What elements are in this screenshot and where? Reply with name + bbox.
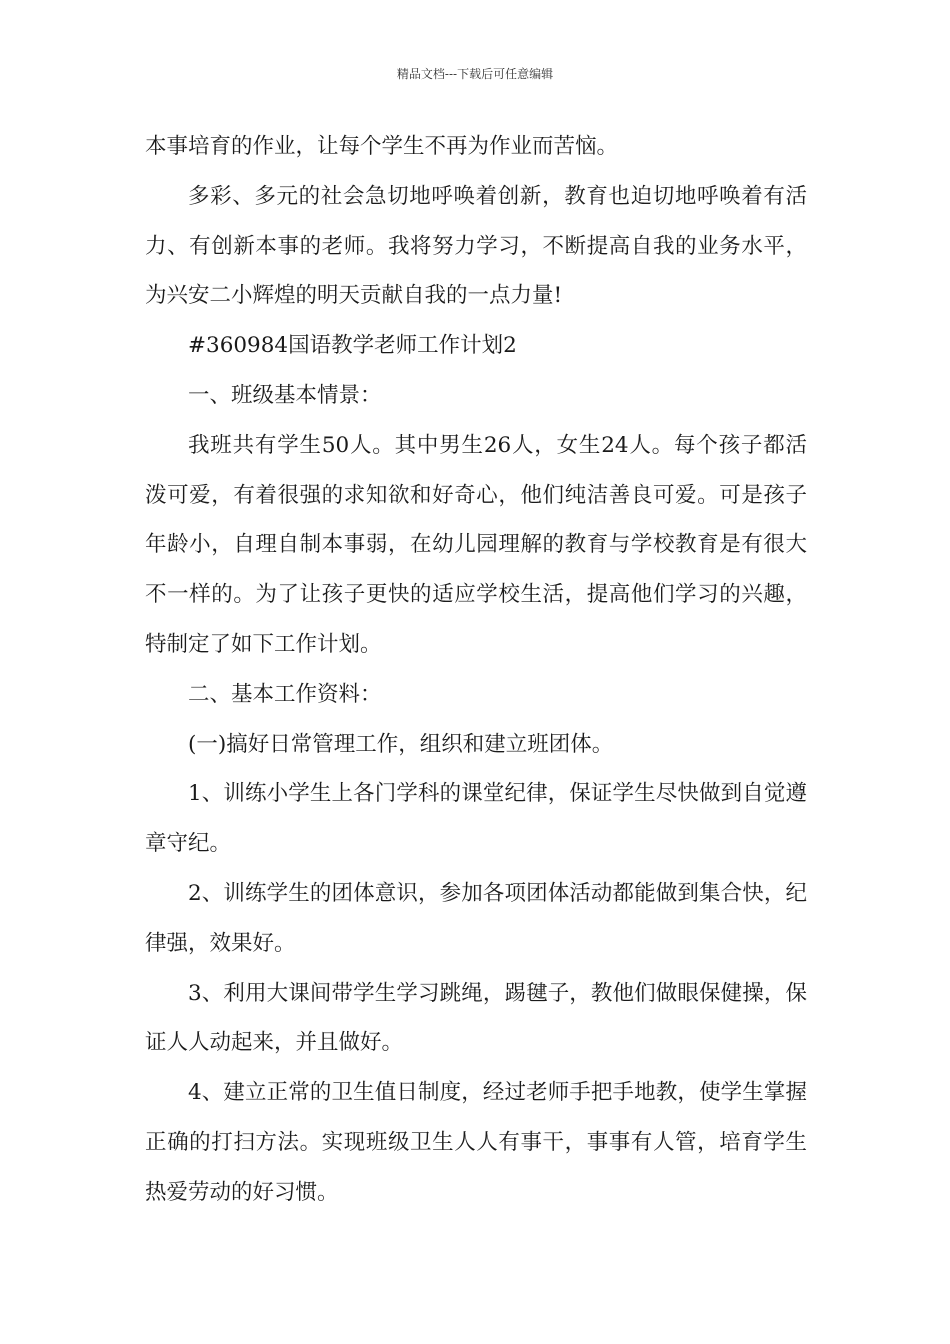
list-item-2: 2、训练学生的团体意识，参加各项团体活动都能做到集合快，纪律强，效果好。 [145, 880, 807, 956]
list-item-1: 1、训练小学生上各门学科的课堂纪律，保证学生尽快做到自觉遵章守纪。 [145, 781, 807, 857]
paragraph-1: 本事培育的作业，让每个学生不再为作业而苦恼。 [145, 134, 619, 159]
list-item-3: 3、利用大课间带学生学习跳绳，踢毽子，教他们做眼保健操，保证人人动起来，并且做好。 [145, 980, 807, 1056]
heading-work-content: 二、基本工作资料： [188, 681, 382, 707]
subheading-daily-management: (一)搞好日常管理工作，组织和建立班团体。 [188, 731, 614, 757]
document-body [145, 122, 807, 1218]
section-title: #360984国语教学老师工作计划2 [188, 333, 517, 359]
list-item-4: 4、建立正常的卫生值日制度，经过老师手把手地教，使学生掌握正确的打扫方法。实现班级卫生人人有事干，事事有人管，培育学生热爱劳动的好习惯。 [145, 1080, 807, 1205]
page-header: 精品文档---下载后可任意编辑 [396, 67, 554, 81]
paragraph-2: 多彩、多元的社会急切地呼唤着创新，教育也迫切地呼唤着有活力、有创新本事的老师。我将努力学习，不断提高自我的业务水平，为兴安二小辉煌的明天贡献自我的一点力量! [145, 183, 807, 309]
paragraph-class-situation: 我班共有学生50人。其中男生26人，女生24人。每个孩子都活泼可爱，有着很强的求知欲和好奇心，他们纯洁善良可爱。可是孩子年龄小，自理自制本事弱，在幼儿园理解的教育与学校教育是有很大不一样的。为了让孩子更快的适应学校生活，提高他们学习的兴趣，特制定了如下工作计划。 [145, 432, 807, 657]
heading-class-situation: 一、班级基本情景： [188, 382, 382, 408]
